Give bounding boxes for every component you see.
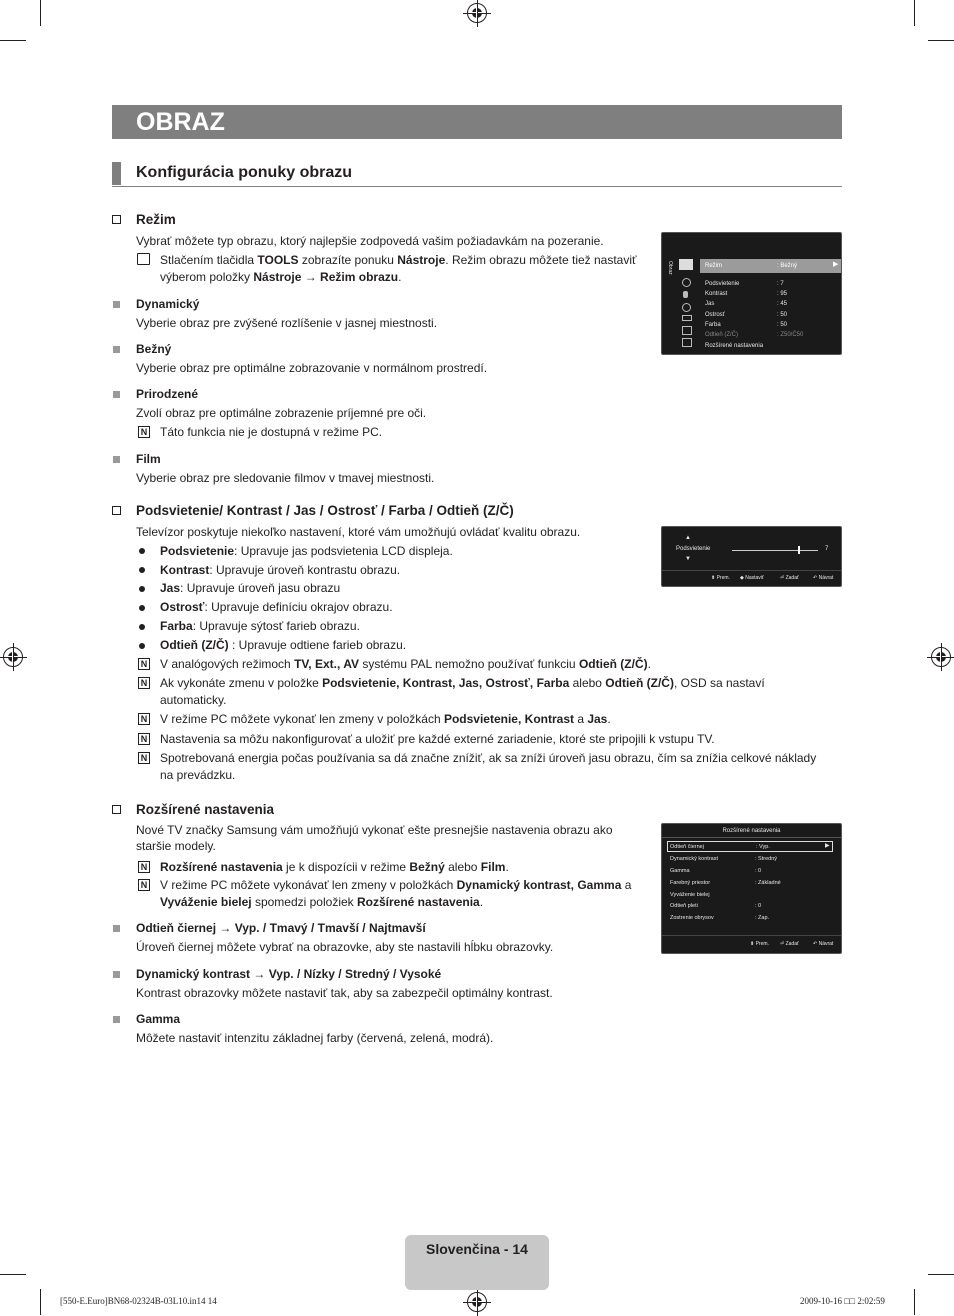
note-text: Nastavenia sa môžu nakonfigurovať a uložiť pre každé externé zariadenie, ktoré ste pripojili k vstupu TV. bbox=[160, 732, 715, 746]
crop-mark bbox=[40, 1289, 41, 1315]
osd-slider-screen bbox=[661, 526, 842, 587]
setting-item: Kontrast: Upravuje úroveň kontrastu obrazu. bbox=[160, 563, 401, 577]
enter-icon: ⏎ bbox=[780, 575, 785, 581]
page-footer-tab bbox=[405, 1235, 549, 1290]
crop-mark bbox=[928, 40, 954, 41]
osd-nav: ↶ Návrat bbox=[813, 575, 834, 581]
osd-selected-row[interactable]: Odtieň čiernej : Vyp. ▶ bbox=[667, 841, 833, 852]
crop-mark bbox=[914, 1289, 915, 1315]
note-text: Ak vykonáte zmenu v položke Podsvietenie, Kontrast, Jas, Ostrosť, Farba alebo Odtieň (Z/Č), OSD sa nastaví bbox=[160, 676, 765, 690]
page-title: OBRAZ bbox=[136, 108, 225, 136]
option-name: Gamma bbox=[136, 1012, 181, 1026]
osd-row[interactable]: Odtieň (Z/Č) : Z50/Č50 bbox=[705, 332, 804, 338]
application-icon bbox=[682, 326, 692, 335]
bullet-icon bbox=[139, 586, 145, 592]
bullet-icon bbox=[139, 624, 145, 630]
osd-advanced-menu bbox=[661, 823, 842, 954]
bullet-icon bbox=[139, 548, 145, 554]
podsv-intro: Televízor poskytuje niekoľko nastavení, ktoré vám umožňujú ovládať kvalitu obrazu. bbox=[136, 525, 581, 539]
channel-icon bbox=[683, 291, 688, 298]
osd-nav: ⏎ Zadať bbox=[780, 575, 799, 581]
setting-item: Ostrosť: Upravuje definíciu okrajov obrazu. bbox=[160, 600, 393, 614]
mode-name: Dynamický bbox=[136, 297, 200, 311]
osd-row[interactable]: Gamma : 0 bbox=[670, 868, 762, 874]
osd-nav: ⬍ Prem. bbox=[711, 575, 730, 581]
square-bullet-icon bbox=[113, 1016, 120, 1023]
arrow-down-icon: ▼ bbox=[685, 556, 691, 562]
option-desc: Kontrast obrazovky môžete nastaviť tak, aby sa zabezpečil optimálny kontrast. bbox=[136, 986, 553, 1000]
mode-desc: Zvolí obraz pre optimálne zobrazenie príjemné pre oči. bbox=[136, 406, 427, 420]
osd-side-label: Obraz bbox=[667, 261, 673, 275]
note-text-line2: automaticky. bbox=[160, 693, 227, 707]
mode-name: Film bbox=[136, 452, 161, 466]
osd-slider-label: Podsvietenie bbox=[676, 546, 711, 552]
note-icon: N bbox=[138, 426, 150, 438]
osd-row[interactable]: Farebný priestor : Základné bbox=[670, 880, 781, 886]
osd-mode-label: Režim bbox=[705, 263, 723, 269]
crop-mark bbox=[914, 0, 915, 26]
divider bbox=[662, 570, 841, 571]
setup-icon bbox=[682, 303, 691, 312]
note-icon: N bbox=[138, 879, 150, 891]
picture-icon bbox=[679, 259, 693, 270]
arrow-right-icon: ▶ bbox=[825, 843, 830, 849]
note-icon: N bbox=[138, 861, 150, 873]
arrow-up-icon: ▲ bbox=[685, 535, 691, 541]
section-marker bbox=[112, 162, 121, 185]
note-text: V režime PC môžete vykonať len zmeny v položkách Podsvietenie, Kontrast a Jas. bbox=[160, 712, 611, 726]
registration-mark-icon bbox=[467, 1292, 487, 1312]
note-text: V analógových režimoch TV, Ext., AV systému PAL nemožno používať funkciu Odtieň (Z/Č). bbox=[160, 657, 651, 671]
option-desc: Môžete nastaviť intenzitu základnej farby (červená, zelená, modrá). bbox=[136, 1031, 494, 1045]
mode-desc: Vyberie obraz pre sledovanie filmov v tmavej miestnosti. bbox=[136, 471, 435, 485]
setting-item: Farba: Upravuje sýtosť farieb obrazu. bbox=[160, 619, 360, 633]
arrow-right-icon: ▶ bbox=[833, 261, 839, 268]
registration-mark-icon bbox=[931, 647, 951, 667]
osd-advanced-title: Rozšírené nastavenia bbox=[722, 828, 781, 834]
rezim-intro: Vybrať môžete typ obrazu, ktorý najlepšie zodpovedá vašim požiadavkám na pozeranie. bbox=[136, 234, 604, 248]
page-title-bar bbox=[112, 105, 842, 139]
checkbox-bullet-icon bbox=[112, 215, 121, 224]
checkbox-bullet-icon bbox=[112, 506, 121, 515]
mode-name: Bežný bbox=[136, 342, 172, 356]
leftright-icon: ◆ bbox=[740, 575, 744, 581]
note-text-line2: na prevádzku. bbox=[160, 768, 236, 782]
option-desc: Úroveň čiernej môžete vybrať na obrazovke, aby ste nastavili hĺbku obrazovky. bbox=[136, 940, 554, 954]
tools-icon bbox=[137, 253, 150, 265]
rozs-heading: Rozšírené nastavenia bbox=[136, 802, 275, 817]
crop-mark bbox=[0, 1274, 26, 1275]
osd-row[interactable]: Vyváženie bielej bbox=[670, 892, 710, 898]
osd-nav: ⏎ Zadať bbox=[780, 941, 799, 947]
note-text: Spotrebovaná energia počas používania sa dá značne znížiť, ak sa zníži úroveň jasu obrazu, čím sa znížia celkové náklady bbox=[160, 751, 817, 765]
square-bullet-icon bbox=[113, 346, 120, 353]
slider-thumb[interactable] bbox=[798, 546, 800, 554]
osd-picture-menu bbox=[661, 232, 842, 355]
print-slug-right: 2009-10-16 □□ 2:02:59 bbox=[800, 1296, 885, 1306]
rezim-heading: Režim bbox=[136, 212, 176, 227]
section-title: Konfigurácia ponuky obrazu bbox=[136, 164, 353, 181]
osd-row[interactable]: Ostrosť : 50 bbox=[705, 312, 788, 318]
setting-item: Jas: Upravuje úroveň jasu obrazu bbox=[160, 581, 341, 595]
mode-desc: Vyberie obraz pre zvýšené rozlíšenie v jasnej miestnosti. bbox=[136, 316, 438, 330]
osd-row[interactable]: Odtieň pleti : 0 bbox=[670, 903, 762, 909]
bullet-icon bbox=[139, 643, 145, 649]
updown-icon: ⬍ bbox=[711, 575, 716, 581]
osd-row[interactable]: Rozšírené nastavenia bbox=[705, 343, 764, 349]
rozs-intro-line2: staršie modely. bbox=[136, 839, 216, 853]
osd-row[interactable]: Kontrast : 95 bbox=[705, 291, 788, 297]
divider bbox=[662, 935, 841, 936]
return-icon: ↶ bbox=[813, 941, 818, 947]
osd-mode-value: : Bežný bbox=[777, 263, 798, 269]
mode-desc: Vyberie obraz pre optimálne zobrazovanie v normálnom prostredí. bbox=[136, 361, 488, 375]
return-icon: ↶ bbox=[813, 575, 818, 581]
option-name: Odtieň čiernej → Vyp. / Tmavý / Tmavší / Najtmavší bbox=[136, 921, 426, 935]
support-icon bbox=[682, 338, 692, 347]
section-rule bbox=[112, 186, 842, 187]
mode-name: Prirodzené bbox=[136, 387, 199, 401]
tools-note-line2: výberom položky Nástroje → Režim obrazu. bbox=[160, 270, 402, 284]
crop-mark bbox=[928, 1274, 954, 1275]
note-icon: N bbox=[138, 752, 150, 764]
square-bullet-icon bbox=[113, 925, 120, 932]
osd-row[interactable]: Jas : 45 bbox=[705, 301, 788, 307]
tools-note: Stlačením tlačidla TOOLS zobrazíte ponuku Nástroje. Režim obrazu môžete tiež nastaviť bbox=[160, 253, 637, 267]
osd-row[interactable]: Zostrenie obrysov : Zap. bbox=[670, 915, 770, 921]
osd-row[interactable]: Dynamický kontrast : Stredný bbox=[670, 856, 778, 862]
updown-icon: ⬍ bbox=[750, 941, 755, 947]
note-icon: N bbox=[138, 733, 150, 745]
option-name: Dynamický kontrast → Vyp. / Nízky / Stredný / Vysoké bbox=[136, 967, 442, 981]
print-slug-left: [550-E.Euro]BN68-02324B-03L10.in14 14 bbox=[60, 1296, 217, 1306]
enter-icon: ⏎ bbox=[780, 941, 785, 947]
square-bullet-icon bbox=[113, 391, 120, 398]
registration-mark-icon bbox=[467, 3, 487, 23]
note-text: V režime PC môžete vykonávať len zmeny v položkách Dynamický kontrast, Gamma a bbox=[160, 878, 632, 892]
note-icon: N bbox=[138, 658, 150, 670]
sound-icon bbox=[682, 278, 691, 287]
note-text-line2: Vyváženie bielej spomedzi položiek Rozšírené nastavenia. bbox=[160, 895, 484, 909]
divider bbox=[662, 837, 841, 838]
osd-nav: ◆ Nastaviť bbox=[740, 575, 764, 581]
crop-mark bbox=[0, 40, 26, 41]
checkbox-bullet-icon bbox=[112, 805, 121, 814]
bullet-icon bbox=[139, 605, 145, 611]
bullet-icon bbox=[139, 567, 145, 573]
rozs-intro: Nové TV značky Samsung vám umožňujú vykonať ešte presnejšie nastavenia obrazu ako bbox=[136, 823, 613, 837]
osd-row[interactable]: Farba : 50 bbox=[705, 322, 788, 328]
square-bullet-icon bbox=[113, 301, 120, 308]
input-icon bbox=[682, 315, 692, 321]
crop-mark bbox=[40, 0, 41, 26]
osd-nav: ⬍ Prem. bbox=[750, 941, 769, 947]
square-bullet-icon bbox=[113, 971, 120, 978]
osd-slider-value: 7 bbox=[825, 546, 829, 552]
note-icon: N bbox=[138, 713, 150, 725]
osd-row[interactable]: Podsvietenie : 7 bbox=[705, 281, 784, 287]
podsv-heading: Podsvietenie/ Kontrast / Jas / Ostrosť / Farba / Odtieň (Z/Č) bbox=[136, 503, 514, 518]
osd-selected-row[interactable] bbox=[700, 259, 842, 273]
osd-nav: ↶ Návrat bbox=[813, 941, 834, 947]
registration-mark-icon bbox=[3, 647, 23, 667]
note-text: Táto funkcia nie je dostupná v režime PC. bbox=[160, 425, 383, 439]
setting-item: Odtieň (Z/Č) : Upravuje odtiene farieb obrazu. bbox=[160, 638, 407, 652]
setting-item: Podsvietenie: Upravuje jas podsvietenia LCD displeja. bbox=[160, 544, 453, 558]
square-bullet-icon bbox=[113, 456, 120, 463]
page-number: Slovenčina - 14 bbox=[426, 1241, 528, 1257]
note-text: Rozšírené nastavenia je k dispozícii v režime Bežný alebo Film. bbox=[160, 860, 509, 874]
slider-track[interactable] bbox=[732, 550, 818, 551]
note-icon: N bbox=[138, 677, 150, 689]
